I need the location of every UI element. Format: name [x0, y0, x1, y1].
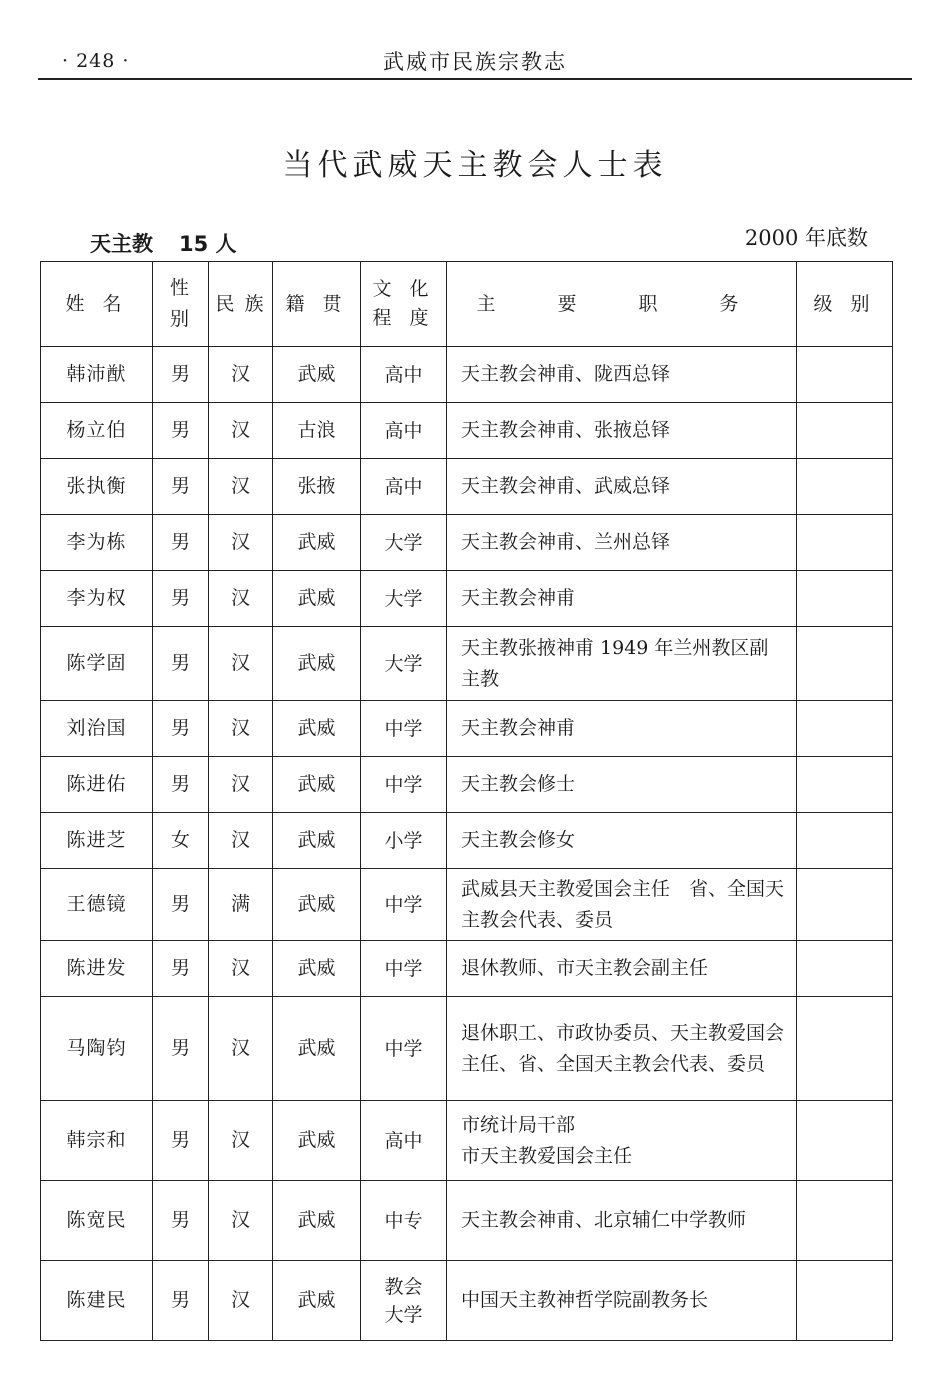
- ethnicity-cell: 汉: [209, 571, 273, 627]
- person-name: 李为权: [41, 571, 153, 627]
- education-cell: 大学: [361, 627, 447, 701]
- rank-cell: [797, 941, 893, 997]
- origin-cell: 武威: [273, 941, 361, 997]
- education-cell: 大学: [361, 571, 447, 627]
- ethnicity-cell: 汉: [209, 1261, 273, 1341]
- ethnicity-cell: 汉: [209, 997, 273, 1101]
- education-cell: 中学: [361, 757, 447, 813]
- gender-cell: 男: [153, 869, 209, 941]
- person-name: 马陶钧: [41, 997, 153, 1101]
- rank-cell: [797, 813, 893, 869]
- duty-cell: 天主教会神甫: [447, 701, 797, 757]
- person-name: 陈建民: [41, 1261, 153, 1341]
- ethnicity-cell: 汉: [209, 403, 273, 459]
- origin-cell: 武威: [273, 515, 361, 571]
- gender-cell: 男: [153, 403, 209, 459]
- rank-cell: [797, 627, 893, 701]
- page-number: · 248 ·: [62, 50, 130, 72]
- gender-cell: 男: [153, 627, 209, 701]
- as-of-date: 2000 年底数: [744, 226, 868, 250]
- rank-cell: [797, 571, 893, 627]
- table-row: [41, 459, 893, 515]
- person-name: 刘治国: [41, 701, 153, 757]
- header-origin: 籍 贯: [273, 262, 361, 347]
- origin-cell: 武威: [273, 813, 361, 869]
- table-row: [41, 1181, 893, 1261]
- education-cell: 中专: [361, 1181, 447, 1261]
- clergy-table: [40, 261, 893, 1341]
- origin-cell: 古浪: [273, 403, 361, 459]
- table-row: [41, 627, 893, 701]
- table-row: [41, 347, 893, 403]
- header-gender: 性 别: [153, 262, 209, 347]
- duty-cell: 天主教会神甫、陇西总铎: [447, 347, 797, 403]
- gender-cell: 男: [153, 459, 209, 515]
- book-title: 武威市民族宗教志: [383, 50, 567, 74]
- summary-count: [90, 228, 237, 258]
- table-row: [41, 813, 893, 869]
- gender-cell: 男: [153, 701, 209, 757]
- origin-cell: 武威: [273, 997, 361, 1101]
- table-body: [41, 347, 893, 1341]
- ethnicity-cell: 汉: [209, 627, 273, 701]
- duty-cell: 天主教会修士: [447, 757, 797, 813]
- person-name: 王德镜: [41, 869, 153, 941]
- person-name: 陈进芝: [41, 813, 153, 869]
- rank-cell: [797, 757, 893, 813]
- duty-cell: 中国天主教神哲学院副教务长: [447, 1261, 797, 1341]
- table-row: [41, 1261, 893, 1341]
- table-row: [41, 515, 893, 571]
- origin-cell: 武威: [273, 1181, 361, 1261]
- duty-cell: 天主教会神甫: [447, 571, 797, 627]
- education-cell: 教会 大学: [361, 1261, 447, 1341]
- gender-cell: 女: [153, 813, 209, 869]
- origin-cell: 武威: [273, 701, 361, 757]
- person-name: 陈进发: [41, 941, 153, 997]
- gender-cell: 男: [153, 997, 209, 1101]
- rank-cell: [797, 347, 893, 403]
- table-row: [41, 403, 893, 459]
- duty-cell: 退休教师、市天主教会副主任: [447, 941, 797, 997]
- duty-cell: 天主教张掖神甫 1949 年兰州教区副主教: [447, 627, 797, 701]
- duty-cell: 天主教会神甫、武威总铎: [447, 459, 797, 515]
- origin-cell: 武威: [273, 571, 361, 627]
- duty-cell: 天主教会神甫、张掖总铎: [447, 403, 797, 459]
- rank-cell: [797, 1261, 893, 1341]
- table-header-row: [41, 262, 893, 347]
- person-name: 韩宗和: [41, 1101, 153, 1181]
- header-ethnicity: 民 族: [209, 262, 273, 347]
- rank-cell: [797, 1101, 893, 1181]
- ethnicity-cell: 汉: [209, 941, 273, 997]
- header-education: 文 化 程 度: [361, 262, 447, 347]
- education-cell: 大学: [361, 515, 447, 571]
- education-cell: 小学: [361, 813, 447, 869]
- table-row: [41, 1101, 893, 1181]
- origin-cell: 武威: [273, 1101, 361, 1181]
- person-name: 陈宽民: [41, 1181, 153, 1261]
- education-cell: 高中: [361, 347, 447, 403]
- gender-cell: 男: [153, 1101, 209, 1181]
- person-name: 张执衡: [41, 459, 153, 515]
- education-cell: 中学: [361, 701, 447, 757]
- gender-cell: 男: [153, 515, 209, 571]
- rank-cell: [797, 1181, 893, 1261]
- religion-label: 天主教: [90, 232, 153, 256]
- member-count: 15 人: [179, 232, 237, 256]
- origin-cell: 武威: [273, 347, 361, 403]
- duty-cell: 天主教会修女: [447, 813, 797, 869]
- table-row: [41, 571, 893, 627]
- education-cell: 高中: [361, 403, 447, 459]
- table-row: [41, 701, 893, 757]
- origin-cell: 张掖: [273, 459, 361, 515]
- gender-cell: 男: [153, 347, 209, 403]
- table-row: [41, 941, 893, 997]
- duty-cell: 天主教会神甫、兰州总铎: [447, 515, 797, 571]
- duty-cell: 天主教会神甫、北京辅仁中学教师: [447, 1181, 797, 1261]
- origin-cell: 武威: [273, 1261, 361, 1341]
- ethnicity-cell: 满: [209, 869, 273, 941]
- ethnicity-cell: 汉: [209, 347, 273, 403]
- ethnicity-cell: 汉: [209, 515, 273, 571]
- gender-cell: 男: [153, 941, 209, 997]
- gender-cell: 男: [153, 757, 209, 813]
- ethnicity-cell: 汉: [209, 813, 273, 869]
- gender-cell: 男: [153, 571, 209, 627]
- table-title: 当代武威天主教会人士表: [282, 148, 668, 183]
- ethnicity-cell: 汉: [209, 701, 273, 757]
- duty-cell: 市统计局干部 市天主教爱国会主任: [447, 1101, 797, 1181]
- duty-cell: 武威县天主教爱国会主任 省、全国天主教会代表、委员: [447, 869, 797, 941]
- education-cell: 中学: [361, 941, 447, 997]
- rank-cell: [797, 869, 893, 941]
- ethnicity-cell: 汉: [209, 459, 273, 515]
- gender-cell: 男: [153, 1181, 209, 1261]
- origin-cell: 武威: [273, 757, 361, 813]
- rank-cell: [797, 403, 893, 459]
- education-cell: 高中: [361, 1101, 447, 1181]
- education-cell: 中学: [361, 869, 447, 941]
- header-name: 姓 名: [41, 262, 153, 347]
- person-name: 陈进佑: [41, 757, 153, 813]
- person-name: 杨立伯: [41, 403, 153, 459]
- ethnicity-cell: 汉: [209, 1101, 273, 1181]
- education-cell: 高中: [361, 459, 447, 515]
- rank-cell: [797, 701, 893, 757]
- person-name: 李为栋: [41, 515, 153, 571]
- person-name: 韩沛猷: [41, 347, 153, 403]
- rank-cell: [797, 997, 893, 1101]
- rank-cell: [797, 459, 893, 515]
- table-row: [41, 869, 893, 941]
- table-row: [41, 997, 893, 1101]
- origin-cell: 武威: [273, 869, 361, 941]
- education-cell: 中学: [361, 997, 447, 1101]
- duty-cell: 退休职工、市政协委员、天主教爱国会主任、省、全国天主教会代表、委员: [447, 997, 797, 1101]
- header-rank: 级 别: [797, 262, 893, 347]
- origin-cell: 武威: [273, 627, 361, 701]
- rank-cell: [797, 515, 893, 571]
- running-head: [38, 38, 912, 80]
- gender-cell: 男: [153, 1261, 209, 1341]
- ethnicity-cell: 汉: [209, 757, 273, 813]
- person-name: 陈学固: [41, 627, 153, 701]
- header-duty: 主 要 职 务: [447, 262, 797, 347]
- table-row: [41, 757, 893, 813]
- ethnicity-cell: 汉: [209, 1181, 273, 1261]
